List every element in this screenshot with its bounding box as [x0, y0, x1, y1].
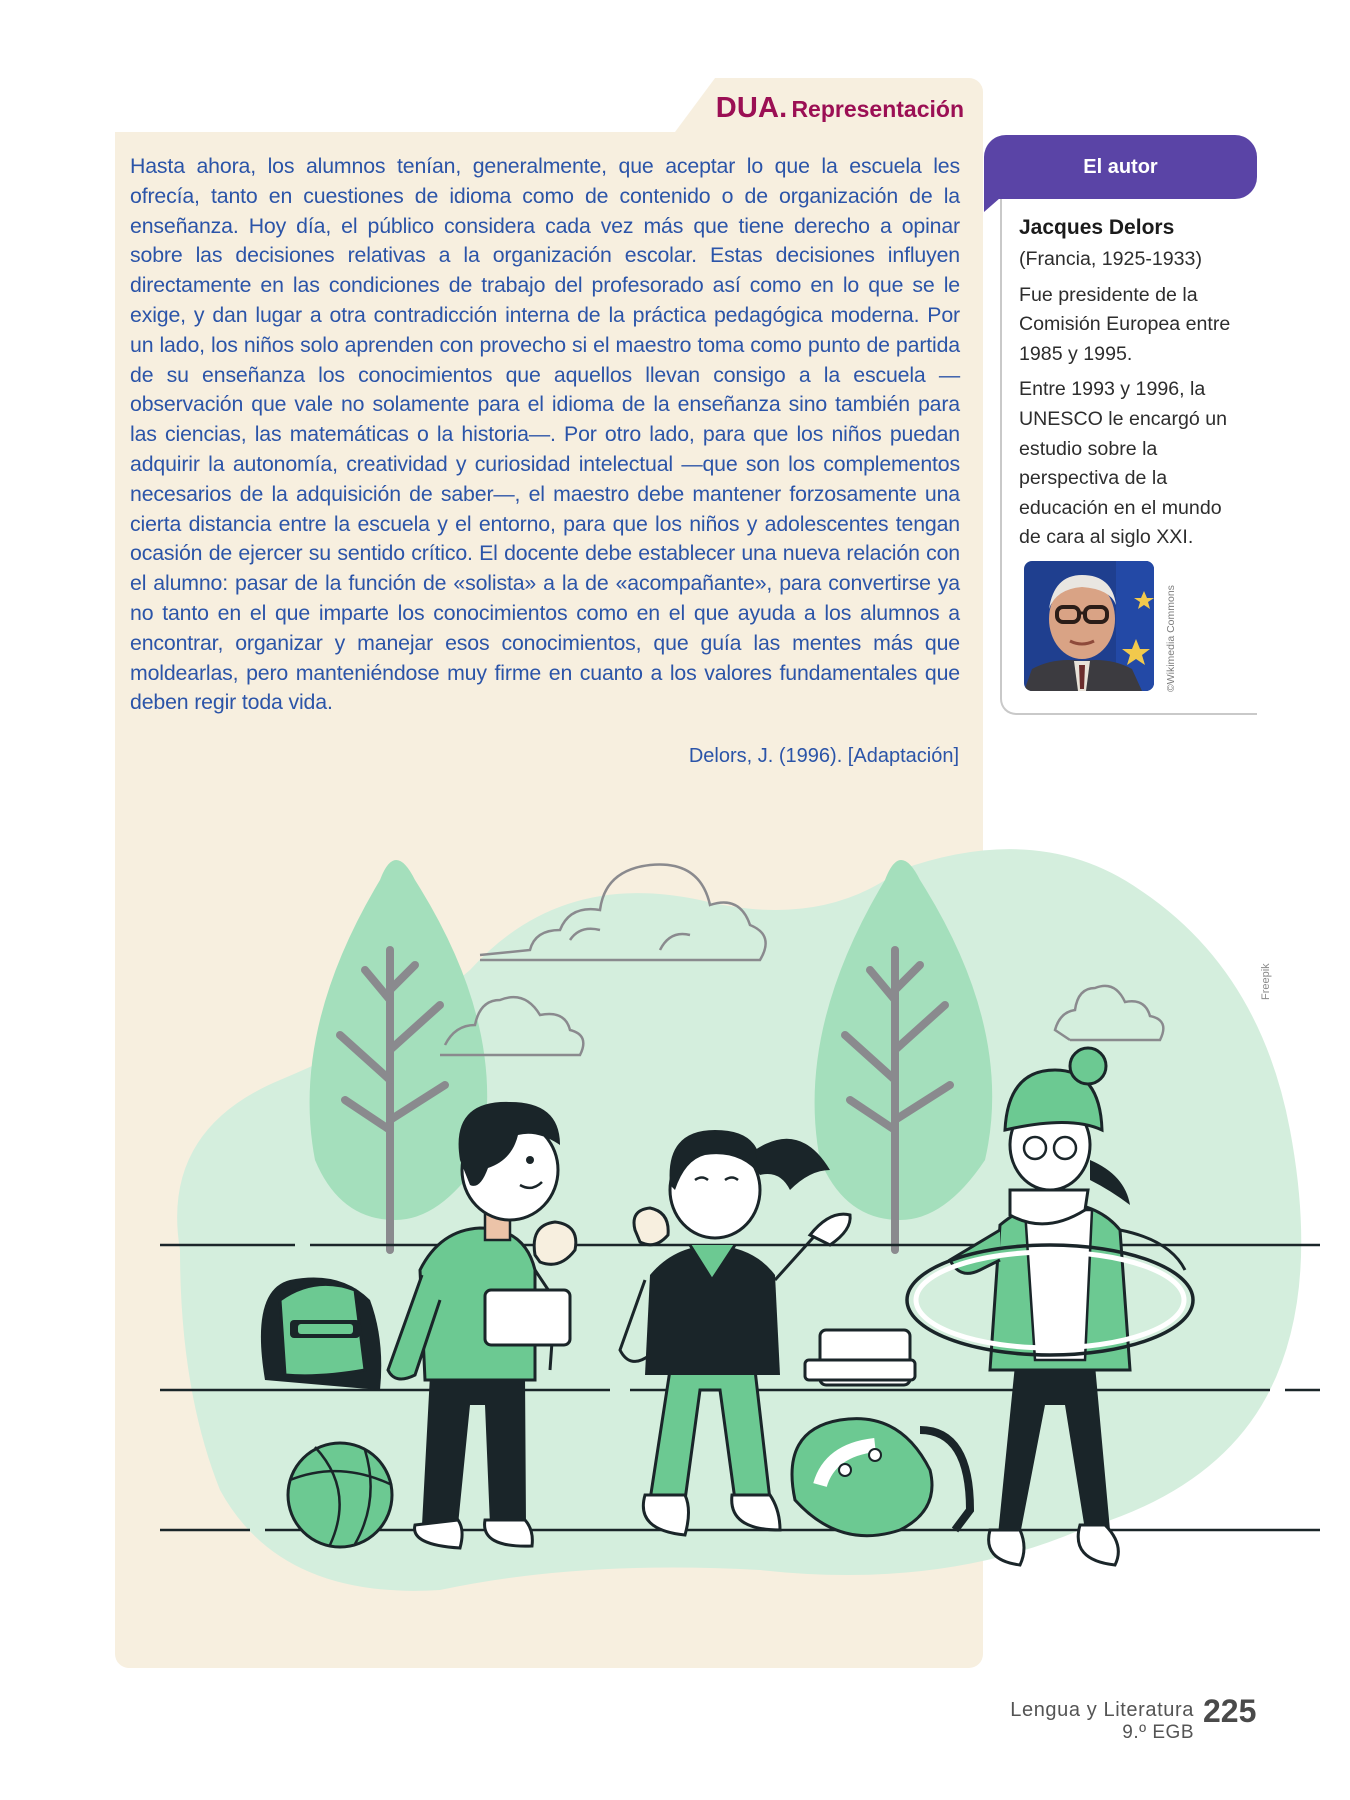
photo-credit: ©Wikimedia Commons	[1165, 585, 1177, 692]
footer-subject: Lengua y Literatura	[1010, 1699, 1194, 1721]
author-body	[1019, 245, 1244, 559]
citation: Delors, J. (1996). [Adaptación]	[688, 745, 959, 767]
portrait-image	[1024, 561, 1154, 691]
author-origin: (Francia, 1925-1933)	[1019, 248, 1202, 270]
author-name: Jacques Delors	[1019, 216, 1175, 239]
author-bio-2: Entre 1993 y 1996, la UNESCO le encargó un estudio sobre la perspectiva de la educación en el mundo de cara al siglo XXI.	[1019, 378, 1228, 549]
author-photo	[1024, 561, 1154, 691]
reading-paragraph: Hasta ahora, los alumnos tenían, generalmente, que aceptar lo que la escuela les ofrecía, tanto en cuestiones de idioma como de contenido o de organización de la enseñanza. Hoy día, el público considera cada vez más que tiene derecho a opinar sobre las decisiones relativas a la organización escolar. Estas decisiones influyen directamente en las condiciones de trabajo del profesorado así como en lo que se le exige, y dan lugar a otra contradicción interna de la práctica pedagógica moderna. Por un lado, los niños solo aprenden con provecho si el maestro toma como punto de partida de su enseñanza los conocimientos que aquellos llevan consigo a la escuela —observación que vale no solamente para el idioma de la enseñanza sino también para las ciencias, las matemáticas o la historia—. Por otro lado, para que los niños puedan adquirir la autonomía, creatividad y curiosidad intelectual —que son los complementos necesarios de la adquisición de saber—, el maestro debe mantener forzosamente una cierta distancia entre la escuela y el entorno, para que los niños y adolescentes tengan ocasión de ejercer su sentido crítico. El docente debe establecer una nueva relación con el alumno: pasar de la función de «solista» a la de «acompañante», para convertirse ya no tanto en el que imparte los conocimientos como en el que ayuda a los alumnos a encontrar, organizar y manejar esos conocimientos, que guía las mentes más que moldearlas, pero manteniéndose muy firme en cuanto a los valores fundamentales que deben regir toda vida.	[130, 154, 960, 715]
illustration	[140, 830, 1320, 1610]
dua-label-rest: Representación	[791, 96, 964, 122]
dua-label: DUA.	[715, 92, 788, 124]
panel-notch	[115, 70, 675, 132]
dua-header	[716, 92, 964, 125]
illustration-credit: Freepik	[1260, 963, 1272, 1000]
page-number: 225	[1203, 1693, 1257, 1729]
author-bio-1: Fue presidente de la Comisión Europea entre 1985 y 1995.	[1019, 283, 1231, 365]
footer-grade: 9.º EGB	[1122, 1722, 1194, 1743]
author-tab-tail	[984, 198, 1000, 212]
students-park-illustration	[140, 830, 1320, 1610]
author-tab: El autor	[984, 135, 1257, 199]
panel-notch-slope	[675, 70, 721, 132]
